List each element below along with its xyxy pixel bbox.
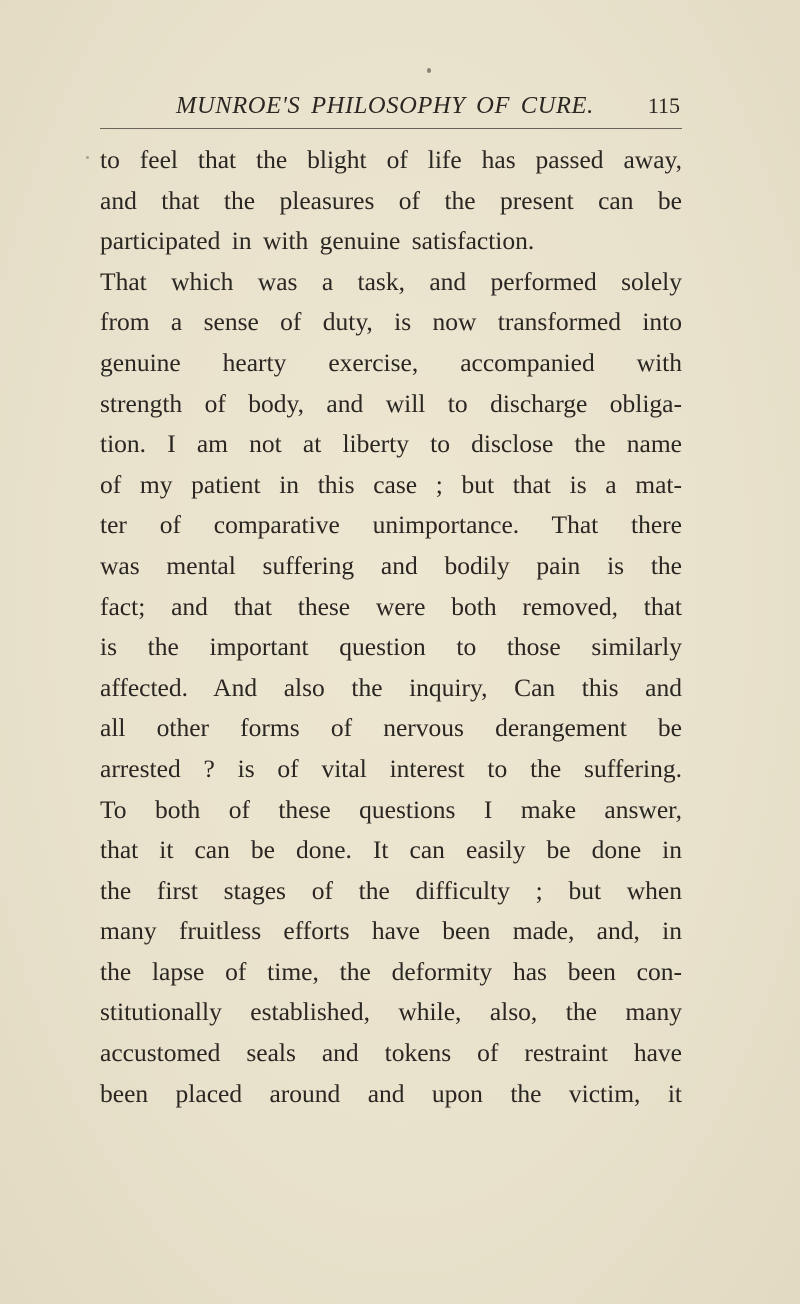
text-line: That which was a task, and performed solely — [100, 266, 682, 296]
text-line: tion. I am not at liberty to disclose the name — [100, 429, 682, 459]
text-line: genuine hearty exercise, accompanied with — [100, 347, 682, 377]
text-line: affected. And also the inquiry, Can this and — [100, 672, 682, 702]
text-line: ter of comparative unimportance. That there — [100, 510, 682, 540]
ink-speck — [86, 156, 89, 159]
text-line: many fruitless efforts have been made, and, in — [100, 916, 682, 946]
text-line: been placed around and upon the victim, it — [100, 1078, 682, 1108]
header-rule — [100, 128, 682, 129]
text-line: of my patient in this case ; but that is a mat- — [100, 469, 682, 499]
text-line: the first stages of the difficulty ; but when — [100, 875, 682, 905]
text-line: was mental suffering and bodily pain is the — [100, 550, 682, 580]
text-line: the lapse of time, the deformity has been con- — [100, 956, 682, 986]
text-line: is the important question to those similarly — [100, 632, 682, 662]
text-line: participated in with genuine satisfaction. — [100, 226, 535, 256]
text-line: fact; and that these were both removed, that — [100, 591, 682, 621]
ink-speck — [427, 68, 431, 73]
text-line: and that the pleasures of the present can be — [100, 185, 682, 215]
text-line: arrested ? is of vital interest to the suffering. — [100, 753, 682, 783]
text-line: To both of these questions I make answer, — [100, 794, 682, 824]
text-line: strength of body, and will to discharge obliga- — [100, 388, 682, 418]
text-line: accustomed seals and tokens of restraint have — [100, 1038, 682, 1068]
running-head — [176, 92, 680, 128]
page-number: 115 — [647, 93, 680, 118]
text-line: stitutionally established, while, also, the many — [100, 997, 682, 1027]
text-line: from a sense of duty, is now transformed into — [100, 307, 682, 337]
running-title: MUNROE'S PHILOSOPHY OF CURE. — [176, 92, 594, 119]
text-line: all other forms of nervous derangement be — [100, 713, 682, 743]
body-text — [100, 140, 682, 1114]
text-line: that it can be done. It can easily be done in — [100, 835, 682, 865]
text-line: to feel that the blight of life has passed away, — [100, 145, 682, 174]
